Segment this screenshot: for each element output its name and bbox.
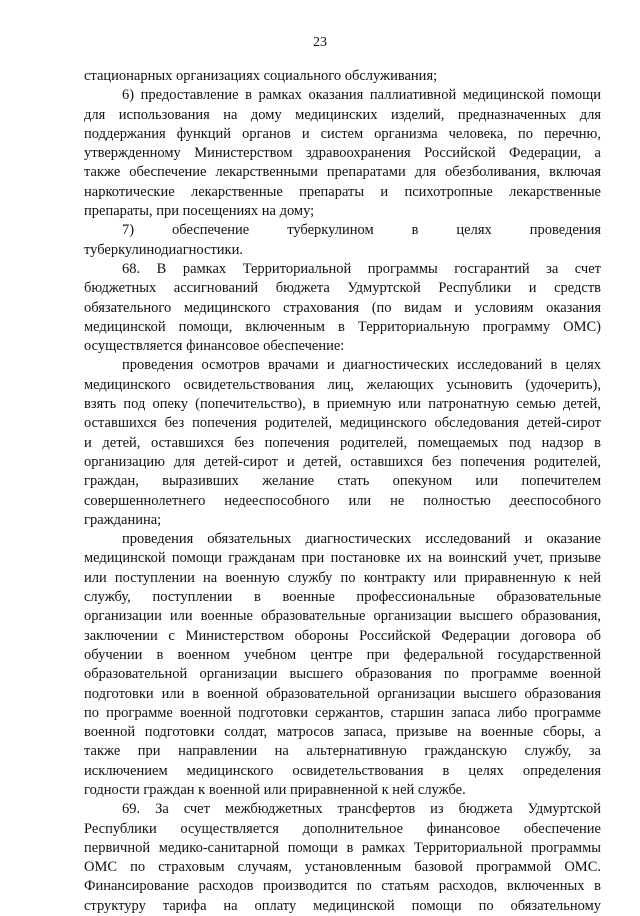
text-line: или поступлении на военную службу по контракту или приравненную к ней [84,569,601,586]
text-line: бюджетных ассигнований бюджета Удмуртской Республики и средств [84,280,601,297]
text-line: препараты, при посещениях на дому; [84,203,315,220]
text-line: взять под опеку (попечительство), в приемную или патронатную семью детей, [84,396,601,413]
text-line: заключении с Министерством обороны Российской Федерации договора об [84,627,601,644]
text-line: граждан, выразивших желание стать опекуном или попечителем [84,473,601,490]
text-line: организации или военные образовательные организации высшего образования, [84,608,601,625]
text-line: и детей, оставшихся без попечения родителей, помещаемых под надзор в [84,434,601,451]
text-line: структуру тарифа на оплату медицинской помощи по обязательному [84,897,601,914]
text-line: службу, поступлении в военные профессиональные образовательные [84,589,601,606]
text-line: годности граждан к военной или приравненной к ней службе. [84,781,466,798]
text-line: совершеннолетнего недееспособного или не полностью дееспособного [84,492,601,509]
text-line: обязательного медицинского страхования (по видам и условиям оказания [84,299,601,316]
text-line: военной подготовки солдат, матросов запаса, призыве на военные сборы, а [84,724,601,741]
text-line: также обеспечение лекарственными препаратами для обезболивания, включая [84,164,601,181]
text-line: утвержденному Министерством здравоохранения Российской Федерации, а [84,145,601,162]
text-line: поддержания функций органов и систем организма человека, по перечню, [84,125,601,142]
text-line: стационарных организациях социального обслуживания; [84,68,438,84]
text-line: медицинского освидетельствования лиц, желающих усыновить (удочерить), [84,376,601,393]
text-line: медицинской помощи гражданам при постановке их на воинский учет, призыве [84,550,601,567]
text-line: ОМС по страховым случаям, установленным базовой программой ОМС. [84,859,601,876]
text-line: медицинской помощи, включенным в Территориальную программу ОМС) [84,318,601,335]
text-line: 68. В рамках Территориальной программы госгарантий за счет [122,260,601,277]
document-body [84,67,601,916]
text-line: исключением медицинского освидетельствования в целях определения [84,762,601,779]
text-line: также при направлении на альтернативную гражданскую службу, за [84,743,601,760]
text-line: для использования на дому медицинских изделий, предназначенных для [84,106,601,123]
text-line: проведения обязательных диагностических исследований и оказание [122,531,601,548]
text-line: 7) обеспечение туберкулином в целях проведения [122,222,601,239]
text-line: Финансирование расходов производится по статьям расходов, включенных в [84,878,601,895]
text-line: Республики осуществляется дополнительное финансовое обеспечение [84,820,601,837]
text-line: туберкулинодиагностики. [84,241,243,258]
text-line: первичной медико-санитарной помощи в рамках Территориальной программы [84,839,601,856]
text-line: подготовки или в военной образовательной организации высшего образования [84,685,601,702]
text-line: 6) предоставление в рамках оказания паллиативной медицинской помощи [122,87,601,104]
text-line: обучении в военном учебном центре при федеральной государственной [84,646,601,663]
text-line: гражданина; [84,511,162,528]
text-line: 69. За счет межбюджетных трансфертов из бюджета Удмуртской [122,801,601,818]
text-line: организацию для детей-сирот и детей, оставшихся без попечения родителей, [84,453,601,470]
page-number: 23 [313,35,327,50]
text-line: по программе военной подготовки сержантов, старшин запаса либо программе [84,704,601,721]
text-line: наркотические лекарственные препараты и психотропные лекарственные [84,183,601,200]
text-line: осуществляется финансовое обеспечение: [84,338,345,355]
text-line: оставшихся без попечения родителей, медицинского обследования детей-сирот [84,415,601,432]
text-line: образовательной организации высшего образования по программе военной [84,666,601,683]
text-line: проведения осмотров врачами и диагностических исследований в целях [122,357,601,374]
